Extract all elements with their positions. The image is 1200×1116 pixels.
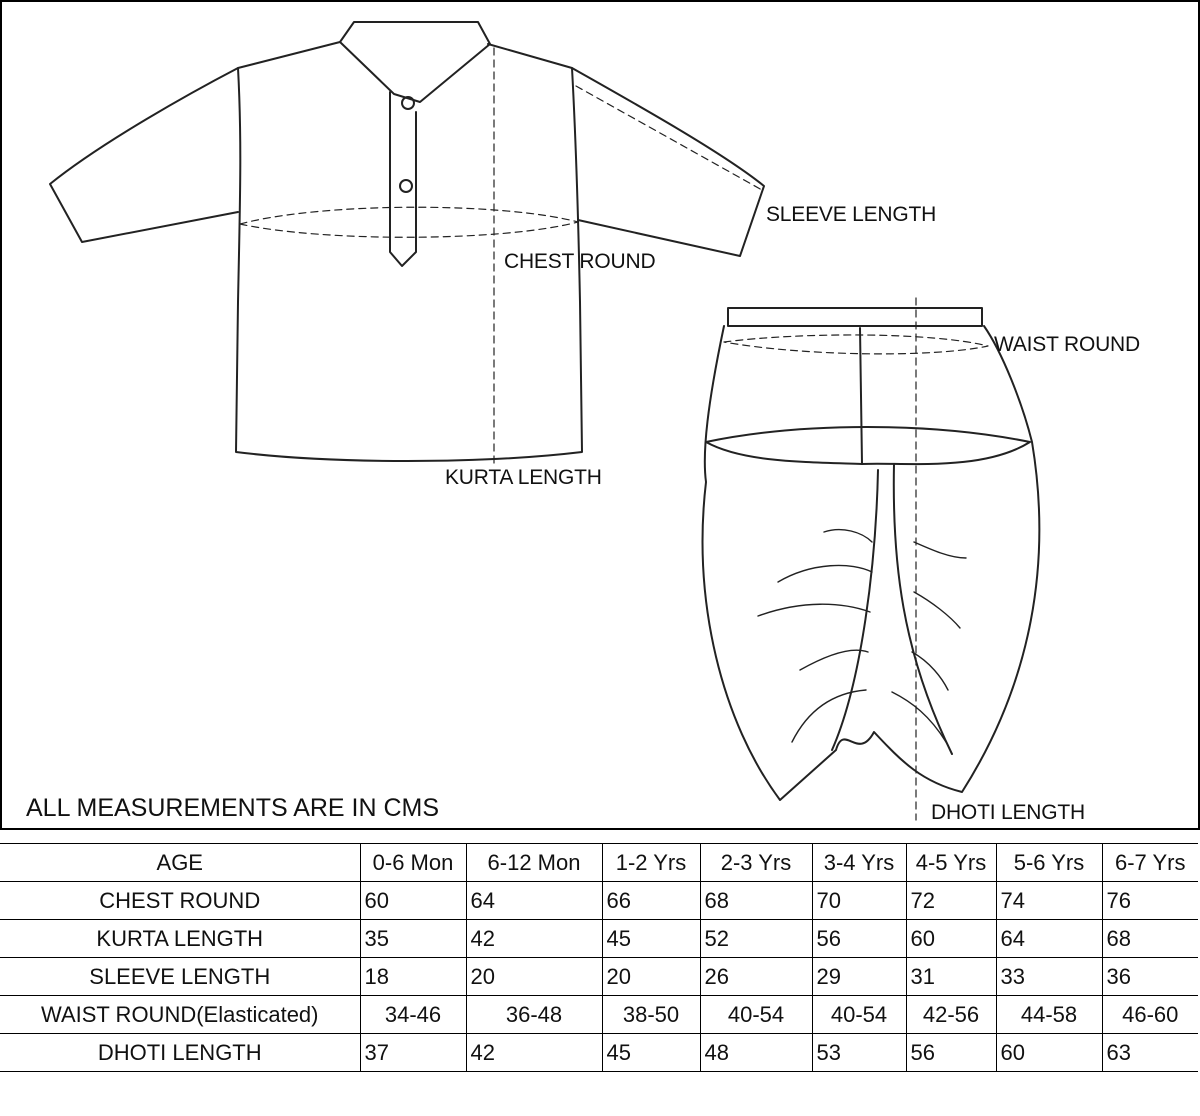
table-cell: 40-54 xyxy=(812,996,906,1034)
table-cell: 60 xyxy=(360,882,466,920)
header-cell: 6-7 Yrs xyxy=(1102,844,1198,882)
dhoti-center-pleat xyxy=(832,328,952,754)
kurta-drawing xyxy=(50,22,764,464)
table-cell: 20 xyxy=(602,958,700,996)
table-cell: 64 xyxy=(466,882,602,920)
table-cell: 35 xyxy=(360,920,466,958)
garment-illustration xyxy=(2,2,1198,828)
kurta-placket xyxy=(390,92,416,266)
row-label: SLEEVE LENGTH xyxy=(0,958,360,996)
table-cell: 29 xyxy=(812,958,906,996)
table-cell: 20 xyxy=(466,958,602,996)
kurta-collar xyxy=(340,22,490,102)
table-cell: 48 xyxy=(700,1034,812,1072)
table-cell: 68 xyxy=(1102,920,1198,958)
dhoti-length-label: DHOTI LENGTH xyxy=(931,801,1085,824)
chest-round-label: CHEST ROUND xyxy=(504,250,656,273)
table-cell: 42 xyxy=(466,920,602,958)
table-cell: 60 xyxy=(906,920,996,958)
header-cell: 3-4 Yrs xyxy=(812,844,906,882)
table-cell: 72 xyxy=(906,882,996,920)
size-table xyxy=(0,843,1198,1072)
header-cell: 6-12 Mon xyxy=(466,844,602,882)
dhoti-drawing xyxy=(703,298,1040,820)
table-row xyxy=(0,1034,1198,1072)
table-cell: 34-46 xyxy=(360,996,466,1034)
table-cell: 42-56 xyxy=(906,996,996,1034)
table-cell: 37 xyxy=(360,1034,466,1072)
table-cell: 52 xyxy=(700,920,812,958)
header-age: AGE xyxy=(0,844,360,882)
table-cell: 46-60 xyxy=(1102,996,1198,1034)
row-label: CHEST ROUND xyxy=(0,882,360,920)
dhoti-waistband xyxy=(728,308,982,326)
table-row xyxy=(0,920,1198,958)
table-cell: 66 xyxy=(602,882,700,920)
dhoti-outline xyxy=(703,326,1040,800)
table-cell: 74 xyxy=(996,882,1102,920)
table-cell: 45 xyxy=(602,920,700,958)
sleeve-length-label: SLEEVE LENGTH xyxy=(766,203,937,226)
kurta-length-label: KURTA LENGTH xyxy=(445,466,602,489)
table-row xyxy=(0,882,1198,920)
table-row xyxy=(0,958,1198,996)
table-cell: 36 xyxy=(1102,958,1198,996)
table-cell: 70 xyxy=(812,882,906,920)
table-cell: 53 xyxy=(812,1034,906,1072)
table-cell: 38-50 xyxy=(602,996,700,1034)
table-cell: 18 xyxy=(360,958,466,996)
header-cell: 4-5 Yrs xyxy=(906,844,996,882)
chest-round-guide xyxy=(240,207,578,237)
table-cell: 36-48 xyxy=(466,996,602,1034)
table-cell: 44-58 xyxy=(996,996,1102,1034)
row-label: DHOTI LENGTH xyxy=(0,1034,360,1072)
row-label: WAIST ROUND(Elasticated) xyxy=(0,996,360,1034)
table-cell: 42 xyxy=(466,1034,602,1072)
table-cell: 56 xyxy=(812,920,906,958)
table-cell: 60 xyxy=(996,1034,1102,1072)
header-cell: 2-3 Yrs xyxy=(700,844,812,882)
table-row xyxy=(0,996,1198,1034)
header-cell: 0-6 Mon xyxy=(360,844,466,882)
sleeve-length-guide xyxy=(576,86,762,190)
table-header-row xyxy=(0,844,1198,882)
waist-round-guide xyxy=(724,335,988,354)
table-cell: 68 xyxy=(700,882,812,920)
table-cell: 63 xyxy=(1102,1034,1198,1072)
table-cell: 76 xyxy=(1102,882,1198,920)
table-cell: 31 xyxy=(906,958,996,996)
table-cell: 64 xyxy=(996,920,1102,958)
header-cell: 5-6 Yrs xyxy=(996,844,1102,882)
table-cell: 45 xyxy=(602,1034,700,1072)
header-cell: 1-2 Yrs xyxy=(602,844,700,882)
kurta-left-sleeve xyxy=(50,68,238,242)
dhoti-yoke xyxy=(706,427,1030,464)
measurement-unit-note: ALL MEASUREMENTS ARE IN CMS xyxy=(26,794,440,822)
table-cell: 33 xyxy=(996,958,1102,996)
table-cell: 40-54 xyxy=(700,996,812,1034)
kurta-right-sleeve xyxy=(572,68,764,256)
table-cell: 56 xyxy=(906,1034,996,1072)
table-cell: 26 xyxy=(700,958,812,996)
row-label: KURTA LENGTH xyxy=(0,920,360,958)
waist-round-label: WAIST ROUND xyxy=(994,333,1140,356)
kurta-button-bottom xyxy=(400,180,412,192)
